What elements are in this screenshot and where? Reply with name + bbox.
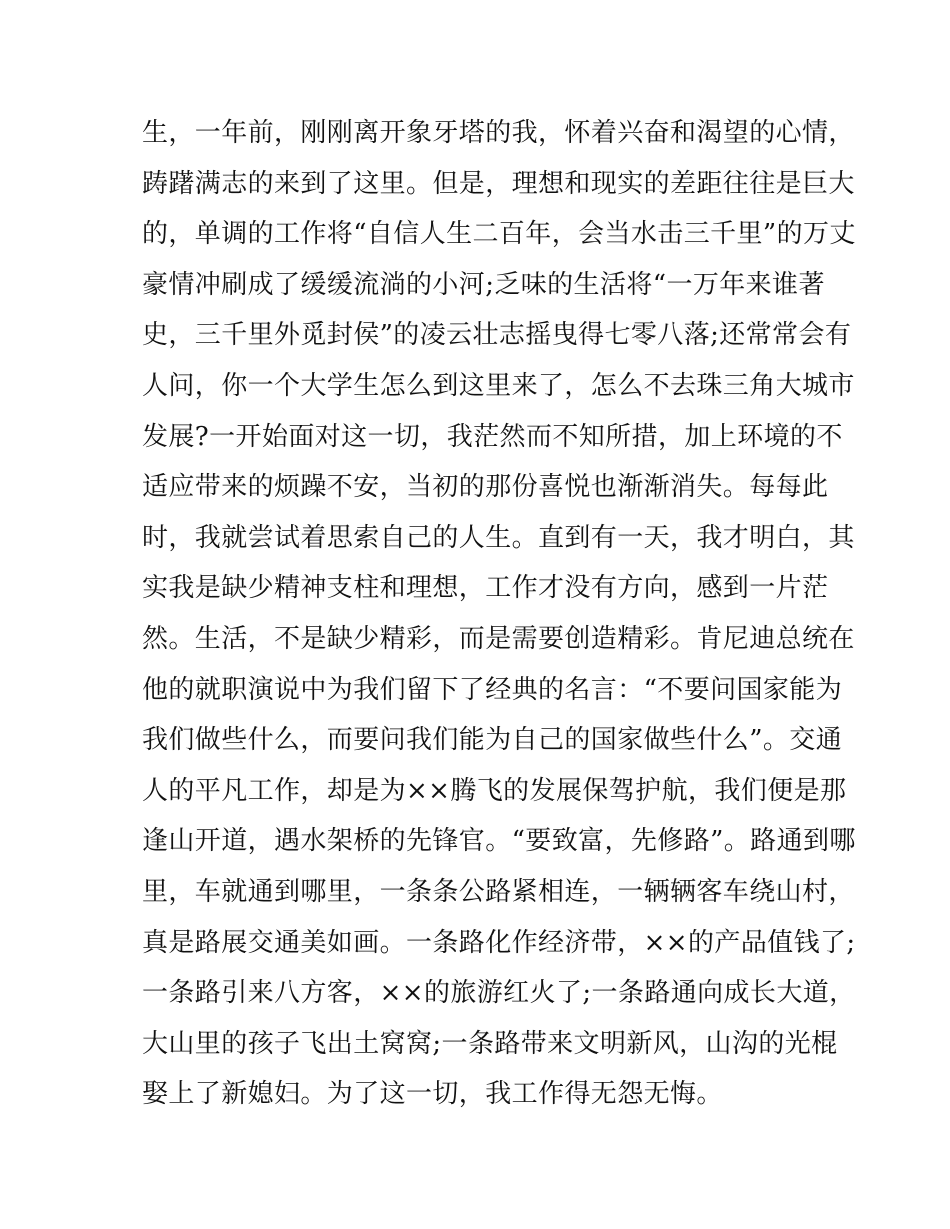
text-line: 人问，你一个大学生怎么到这里来了，怎么不去珠三角大城市: [142, 370, 855, 401]
text-line: 的，单调的工作将“自信人生二百年，会当水击三千里”的万丈: [142, 219, 856, 250]
text-line: 真是路展交通美如画。一条路化作经济带，××的产品值钱了;: [142, 927, 856, 958]
text-line: 豪情冲刷成了缓缓流淌的小河;乏味的生活将“一万年来谁著: [142, 269, 825, 300]
text-line: 人的平凡工作，却是为××腾飞的发展保驾护航，我们便是那: [142, 775, 847, 806]
text-line: 适应带来的烦躁不安，当初的那份喜悦也渐渐消失。每每此: [142, 472, 829, 503]
text-line: 我们做些什么，而要问我们能为自己的国家做些什么”。交通: [142, 725, 843, 756]
text-line: 时，我就尝试着思索自己的人生。直到有一天，我才明白，其: [142, 522, 855, 553]
body-paragraph: [142, 108, 856, 1120]
text-line: 大山里的孩子飞出土窝窝;一条路带来文明新风，山沟的光棍: [142, 1028, 838, 1059]
text-line: 踌躇满志的来到了这里。但是，理想和现实的差距往往是巨大: [142, 168, 855, 199]
text-line: 实我是缺少精神支柱和理想，工作才没有方向，感到一片茫: [142, 573, 829, 604]
text-line: 里，车就通到哪里，一条条公路紧相连，一辆辆客车绕山村，: [142, 876, 855, 907]
text-line: 一条路引来八方客，××的旅游红火了;一条路通向成长大道，: [142, 978, 856, 1009]
text-line: 发展?一开始面对这一切，我茫然而不知所措，加上环境的不: [142, 421, 843, 452]
text-line: 生，一年前，刚刚离开象牙塔的我，怀着兴奋和渴望的心情，: [142, 118, 855, 148]
text-line: 他的就职演说中为我们留下了经典的名言：“不要问国家能为: [142, 674, 843, 705]
text-line: 娶上了新媳妇。为了这一切，我工作得无怨无悔。: [142, 1079, 723, 1110]
text-line: 然。生活，不是缺少精彩，而是需要创造精彩。肯尼迪总统在: [142, 623, 855, 654]
text-line: 史，三千里外觅封侯”的凌云壮志摇曳得七零八落;还常常会有: [142, 320, 852, 351]
text-line: 逢山开道，遇水架桥的先锋官。“要致富，先修路”。路通到哪: [142, 826, 856, 857]
